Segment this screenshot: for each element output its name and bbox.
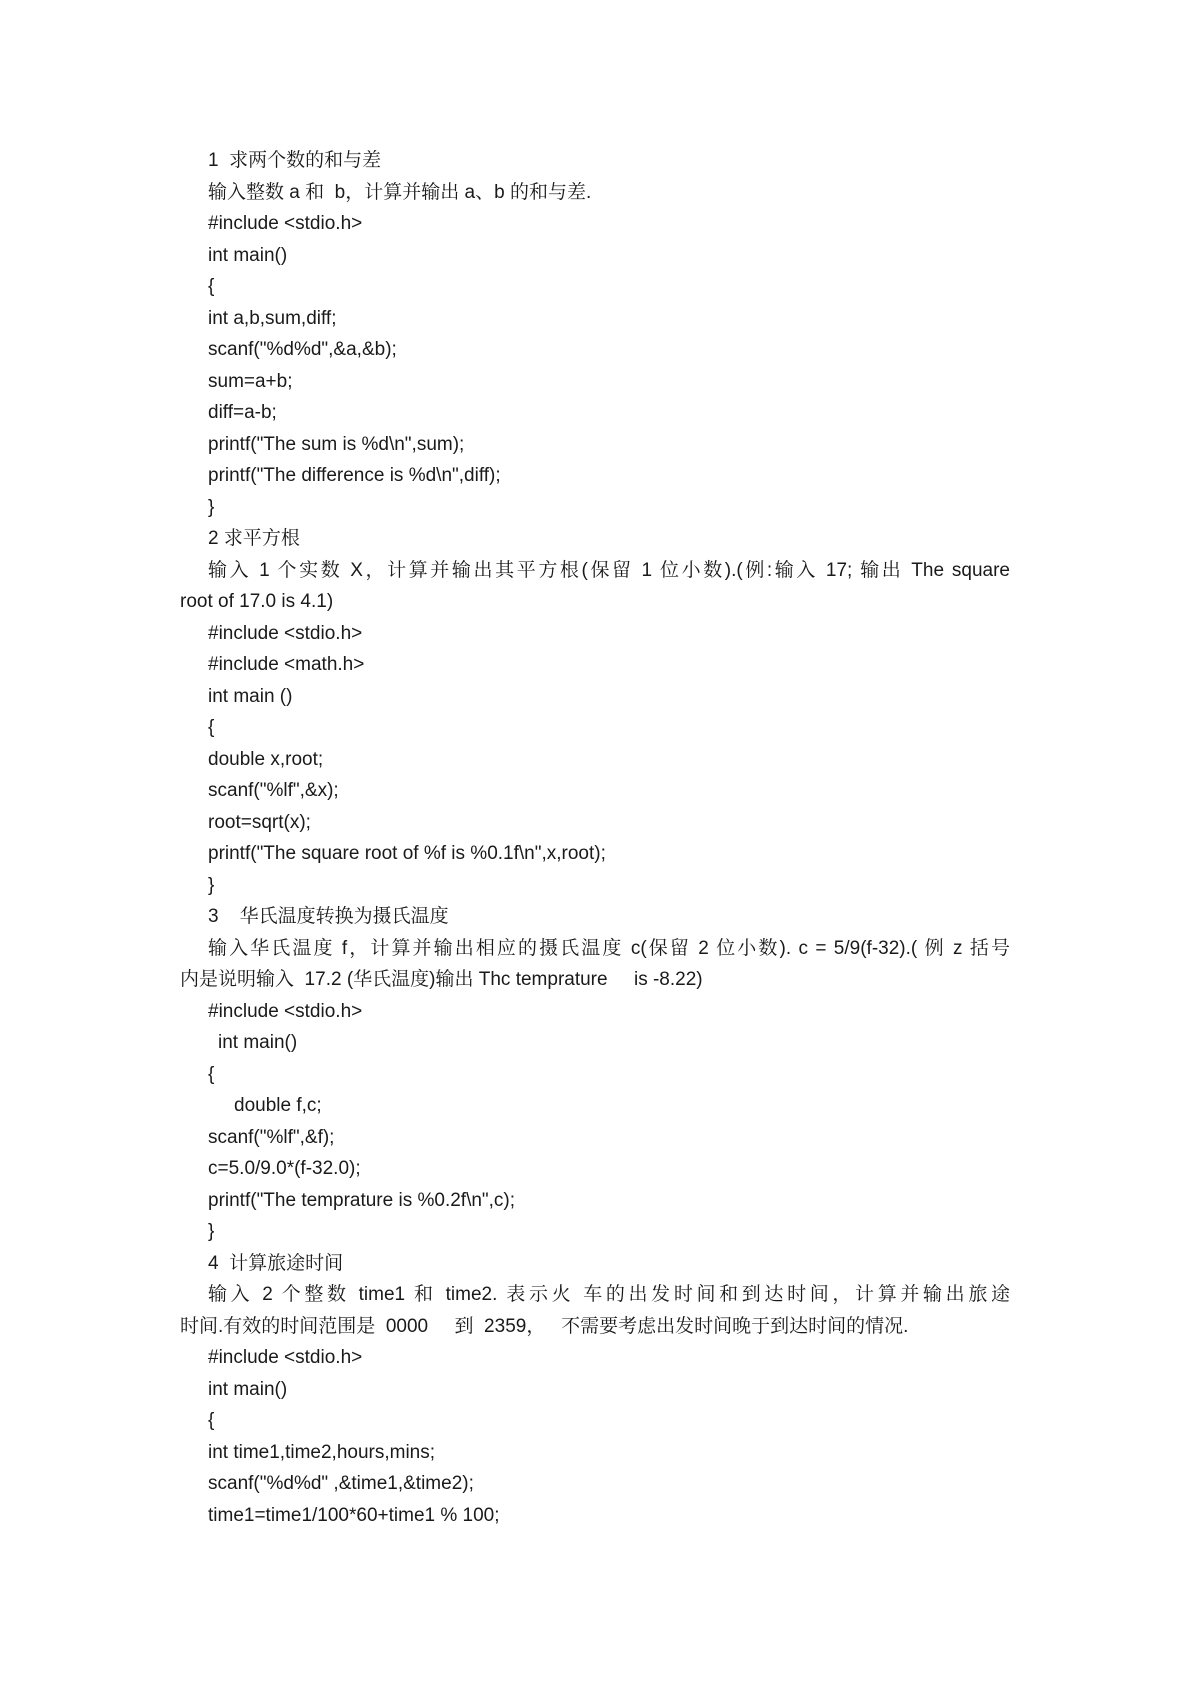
- code-line: printf("The temprature is %0.2f\n",c);: [208, 1189, 516, 1211]
- code-line: }: [208, 874, 215, 896]
- code-line: }: [208, 1221, 215, 1242]
- code-line: sum=a+b;: [208, 370, 293, 392]
- code-line: int a,b,sum,diff;: [208, 307, 337, 329]
- code-line: int main(): [208, 244, 288, 266]
- code-line: {: [208, 276, 215, 297]
- code-line: #include <stdio.h>: [208, 1000, 363, 1022]
- section3-description-line2: 内是说明输入 17.2 (华氏温度)输出 Thc temprature is -8.22): [180, 969, 703, 990]
- code-line: root=sqrt(x);: [208, 811, 311, 833]
- code-line: printf("The difference is %d\n",diff);: [208, 465, 501, 486]
- code-line: scanf("%d%d" ,&time1,&time2);: [208, 1473, 474, 1494]
- code-line: int time1,time2,hours,mins;: [208, 1441, 436, 1463]
- code-line: double x,root;: [208, 748, 324, 770]
- code-line: int main (): [208, 685, 293, 707]
- document-content: [180, 145, 1010, 1531]
- code-line: }: [208, 496, 215, 518]
- section1-heading: 1 求两个数的和与差: [208, 150, 382, 171]
- section2-description-line2: root of 17.0 is 4.1): [180, 591, 334, 612]
- code-line: double f,c;: [234, 1095, 322, 1116]
- code-line: c=5.0/9.0*(f-32.0);: [208, 1158, 361, 1179]
- section2-description-line1: 输入 1 个实数 X，计算并输出其平方根(保留 1 位小数).(例:输入 17; 输出 The square: [208, 559, 1010, 581]
- code-line: {: [208, 1410, 215, 1431]
- code-line: #include <stdio.h>: [208, 213, 363, 234]
- code-line: scanf("%lf",&f);: [208, 1126, 335, 1148]
- code-line: int main(): [208, 1378, 288, 1400]
- code-line: #include <math.h>: [208, 654, 365, 675]
- section3-heading: 3 华氏温度转换为摄氏温度: [208, 906, 449, 927]
- section2-heading: 2 求平方根: [208, 528, 300, 549]
- code-line: printf("The square root of %f is %0.1f\n",x,root);: [208, 843, 606, 864]
- code-line: printf("The sum is %d\n",sum);: [208, 433, 465, 455]
- code-line: diff=a-b;: [208, 402, 277, 423]
- code-line: #include <stdio.h>: [208, 1347, 363, 1368]
- section3-description-line1: 输入华氏温度 f，计算并输出相应的摄氏温度 c(保留 2 位小数). c = 5/9(f-32).( 例 z 括号: [208, 937, 1010, 959]
- section4-description-line1: 输入 2 个整数 time1 和 time2. 表示火 车的出发时间和到达时间，计算并输出旅途: [208, 1284, 1010, 1305]
- code-line: scanf("%d%d",&a,&b);: [208, 339, 397, 360]
- code-line: scanf("%lf",&x);: [208, 780, 339, 801]
- section1-description: 输入整数 a 和 b，计算并输出 a、b 的和与差.: [208, 181, 592, 203]
- code-line: {: [208, 717, 215, 738]
- code-line: #include <stdio.h>: [208, 622, 363, 644]
- code-line: int main(): [218, 1032, 298, 1053]
- section4-description-line2: 时间.有效的时间范围是 0000 到 2359， 不需要考虑出发时间晚于到达时间的情况.: [180, 1315, 909, 1337]
- code-line: {: [208, 1063, 215, 1085]
- section4-heading: 4 计算旅途时间: [208, 1252, 344, 1274]
- code-line: time1=time1/100*60+time1 % 100;: [208, 1504, 500, 1526]
